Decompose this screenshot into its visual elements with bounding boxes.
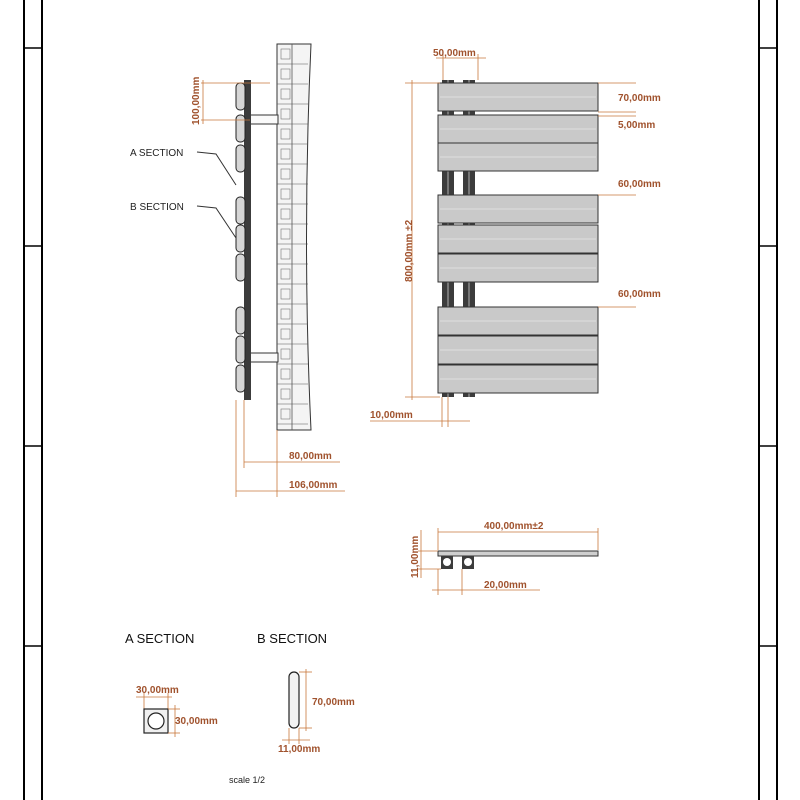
top-bracket	[247, 115, 278, 124]
dim-total-height: 800,00mm ±2	[404, 219, 415, 282]
dim-pipe-spacing: 50,00mm	[433, 48, 476, 59]
side-bar-profile	[236, 336, 245, 363]
b-section-pointer-label: B SECTION	[130, 202, 184, 213]
dim-pipe-bottom-spacing: 20,00mm	[484, 580, 527, 591]
dim-gap-1: 60,00mm	[618, 179, 661, 190]
side-bar-profile	[236, 365, 245, 392]
bottom-bracket	[247, 353, 278, 362]
dim-bar-gap: 5,00mm	[618, 120, 656, 131]
b-section-heading: B SECTION	[257, 631, 328, 646]
dim-b-height: 70,00mm	[312, 697, 355, 708]
side-bar-profile	[236, 145, 245, 172]
dim-pipe-offset: 10,00mm	[370, 410, 413, 421]
dim-bar-height: 70,00mm	[618, 93, 661, 104]
dim-a-width: 30,00mm	[136, 685, 179, 696]
side-bar-profile	[236, 83, 245, 110]
top-bar-plan	[438, 551, 598, 556]
dim-side-depth-outer: 106,00mm	[289, 480, 338, 491]
dim-b-width: 11,00mm	[278, 744, 321, 755]
side-bar-profile	[236, 307, 245, 334]
side-bar-profile	[236, 254, 245, 281]
a-section-pointer-label: A SECTION	[130, 148, 184, 159]
scale-note: scale 1/2	[229, 775, 266, 785]
dim-side-top-offset: 100,00mm	[191, 76, 202, 125]
front-bars	[438, 83, 598, 393]
a-section-heading: A SECTION	[125, 631, 195, 646]
side-bar-profiles	[236, 83, 245, 392]
dim-side-depth-inner: 80,00mm	[289, 451, 332, 462]
dim-bar-thickness: 11,00mm	[410, 535, 421, 578]
dim-gap-2: 60,00mm	[618, 289, 661, 300]
dim-total-width: 400,00mm±2	[484, 521, 544, 532]
side-bar-profile	[236, 225, 245, 252]
side-bar-profile	[236, 115, 245, 142]
dim-a-height: 30,00mm	[175, 716, 218, 727]
b-section-profile	[289, 672, 299, 728]
wall-pattern	[277, 44, 311, 430]
side-bar-profile	[236, 197, 245, 224]
